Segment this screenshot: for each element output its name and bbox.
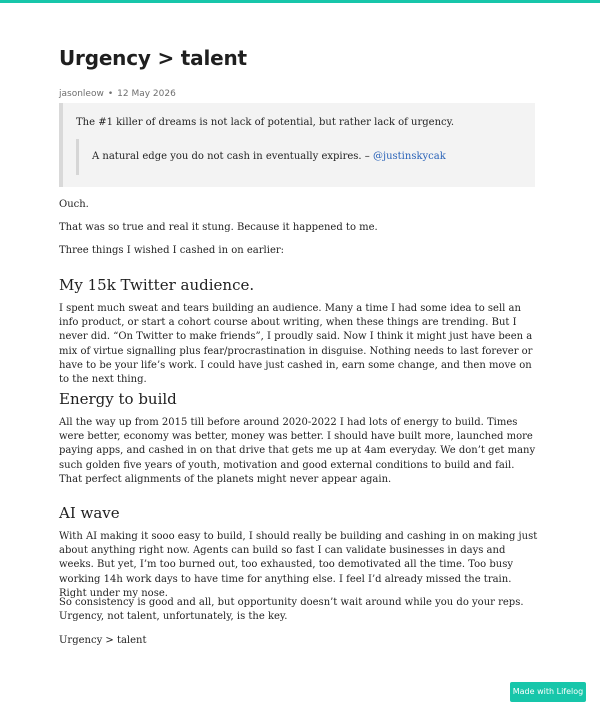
quote-author-link[interactable]: @justinskycak <box>372 151 446 162</box>
nested-blockquote <box>76 139 516 175</box>
paragraph-intro-1: Ouch. <box>59 199 89 210</box>
section-heading-twitter: My 15k Twitter audience. <box>59 276 255 294</box>
paragraph-intro-3: Three things I wished I cashed in on earlier: <box>59 245 285 256</box>
section-paragraph-energy: All the way up from 2015 till before around 2020-2022 I had lots of energy to build. Times were better, economy was better, money was better. I should have built more, launched more paying apps, and cashed in on that drive that gets me up at 4am everyday. We don’t get many such golden five years of youth, motivation and good external conditions to build and fail. That perfect alignments of the planets might never appear again. <box>59 417 536 485</box>
paragraph-signoff: Urgency > talent <box>59 635 147 646</box>
post-meta <box>59 88 176 100</box>
paragraph-intro-2: That was so true and real it stung. Because it happened to me. <box>59 222 378 233</box>
post-title: Urgency > talent <box>59 46 247 70</box>
post-author: jasonleow <box>59 89 104 99</box>
made-with-lifelog-button[interactable]: Made with Lifelog <box>510 682 586 702</box>
section-paragraph-ai: With AI making it sooo easy to build, I should really be building and cashing in on making just about anything right now. Agents can build so fast I can validate businesses in days and weeks. But yet, I’m too burned out, too exhausted, too demotivated all the time. Too busy working 14h work days to have time for anything else. I feel I’d already missed the train. Right under my nose. <box>59 531 538 599</box>
post-date: 12 May 2026 <box>117 89 176 99</box>
section-heading-ai: AI wave <box>59 504 120 522</box>
meta-separator: • <box>107 89 114 99</box>
blockquote <box>59 103 535 187</box>
section-heading-energy: Energy to build <box>59 390 177 408</box>
top-accent-bar <box>0 0 600 3</box>
nested-quote-text <box>92 150 446 164</box>
paragraph-closing: So consistency is good and all, but opportunity doesn’t wait around while you do your reps. Urgency, not talent, unfortunately, is the key. <box>59 597 524 623</box>
section-paragraph-twitter: I spent much sweat and tears building an audience. Many a time I had some idea to sell an info product, or start a cohort course about writing, when these things are trending. But I never did. “On Twitter to make friends”, I proudly said. Now I think it might just have been a mix of virtue signalling plus fear/procrastination in disguise. Nothing needs to last forever or have to be your life’s work. I could have just cashed in, earn some change, and then move on to the next thing. <box>59 303 533 386</box>
nested-quote-body: A natural edge you do not cash in eventually expires. – <box>92 151 373 162</box>
quote-text: The #1 killer of dreams is not lack of potential, but rather lack of urgency. <box>76 117 455 128</box>
